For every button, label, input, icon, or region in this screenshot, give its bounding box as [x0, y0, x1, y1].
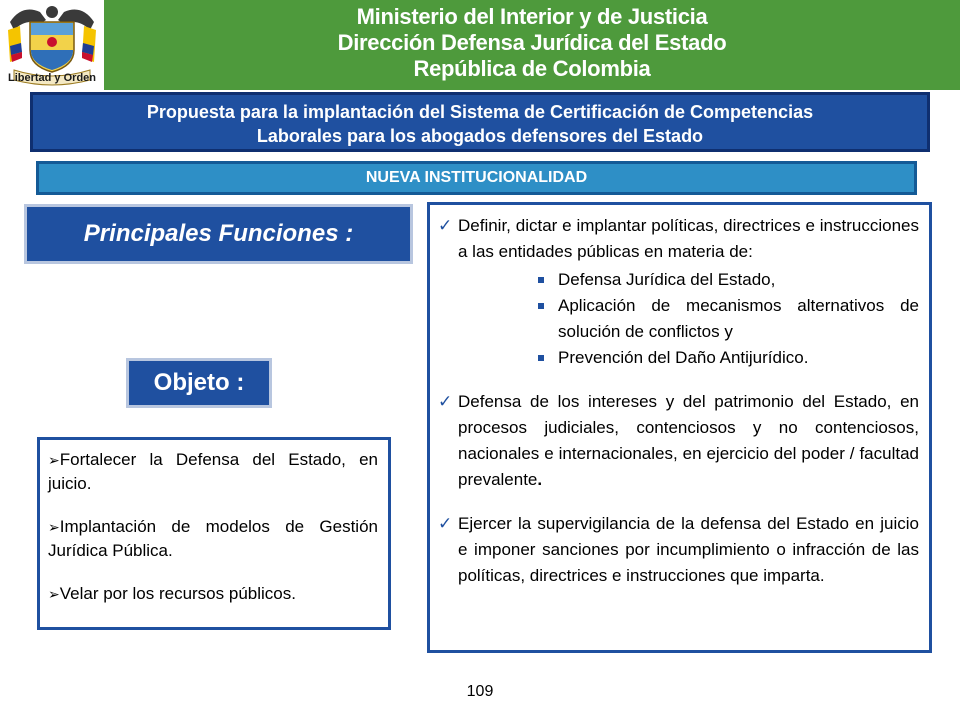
header-banner — [104, 0, 960, 90]
funcion-item-text: Defensa de los intereses y del patrimonio del Estado, en procesos judiciales, contenciosos y no contenciosos, nacionales e internacionales, en ejercicio del poder / facultad prevalente — [458, 392, 919, 489]
funcion-item — [436, 511, 919, 589]
proposal-title — [30, 92, 930, 152]
objeto-item — [48, 515, 378, 563]
checkmark-icon: ✓ — [438, 514, 453, 533]
square-bullet-icon — [538, 355, 544, 361]
logo-motto: Libertad y Orden — [7, 72, 97, 84]
funcion-subitem — [458, 293, 919, 345]
header-country: República de Colombia — [413, 56, 651, 81]
funcion-item-end: . — [537, 470, 543, 489]
funcion-sublist — [458, 267, 919, 371]
objeto-list — [37, 437, 391, 630]
objeto-item — [48, 448, 378, 496]
funciones-heading-text: Principales Funciones : — [83, 220, 354, 247]
arrow-bullet-icon: ➢ — [48, 452, 60, 468]
objeto-item — [48, 582, 378, 606]
funcion-subitem-text: Defensa Jurídica del Estado, — [558, 270, 776, 289]
checkmark-icon: ✓ — [438, 216, 453, 235]
page-number: 109 — [466, 683, 494, 700]
header-direction: Dirección Defensa Jurídica del Estado — [337, 30, 727, 55]
coat-of-arms-logo — [0, 0, 104, 92]
funciones-list — [427, 202, 932, 653]
funcion-subitem-text: Prevención del Daño Antijurídico. — [558, 348, 809, 367]
objeto-item-text: Velar por los recursos públicos. — [59, 584, 296, 603]
funcion-item — [436, 213, 919, 371]
objeto-item-text: Fortalecer la Defensa del Estado, en juicio. — [48, 450, 378, 493]
funciones-heading — [24, 204, 413, 264]
square-bullet-icon — [538, 303, 544, 309]
header-ministry: Ministerio del Interior y de Justicia — [356, 4, 708, 29]
objeto-item-text: Implantación de modelos de Gestión Jurídica Pública. — [48, 517, 378, 560]
funcion-item-text: Ejercer la supervigilancia de la defensa del Estado en juicio e imponer sanciones por incumplimiento o infracción de las políticas, directrices e instrucciones que imparta. — [458, 514, 919, 585]
objeto-heading: Objeto : — [126, 358, 272, 408]
square-bullet-icon — [538, 277, 544, 283]
funcion-subitem — [458, 267, 919, 293]
funcion-subitem-text: Aplicación de mecanismos alternativos de solución de conflictos y — [558, 296, 919, 341]
funcion-item — [436, 389, 919, 493]
proposal-line-1: Propuesta para la implantación del Sistema de Certificación de Competencias — [146, 102, 814, 122]
funcion-subitem — [458, 345, 919, 371]
arrow-bullet-icon: ➢ — [48, 586, 60, 602]
funcion-item-text: Definir, dictar e implantar políticas, directrices e instrucciones a las entidades públicas en materia de: — [458, 216, 919, 261]
proposal-line-2: Laborales para los abogados defensores del Estado — [256, 126, 704, 146]
checkmark-icon: ✓ — [438, 392, 453, 411]
section-banner: NUEVA INSTITUCIONALIDAD — [36, 161, 917, 195]
arrow-bullet-icon: ➢ — [48, 519, 60, 535]
